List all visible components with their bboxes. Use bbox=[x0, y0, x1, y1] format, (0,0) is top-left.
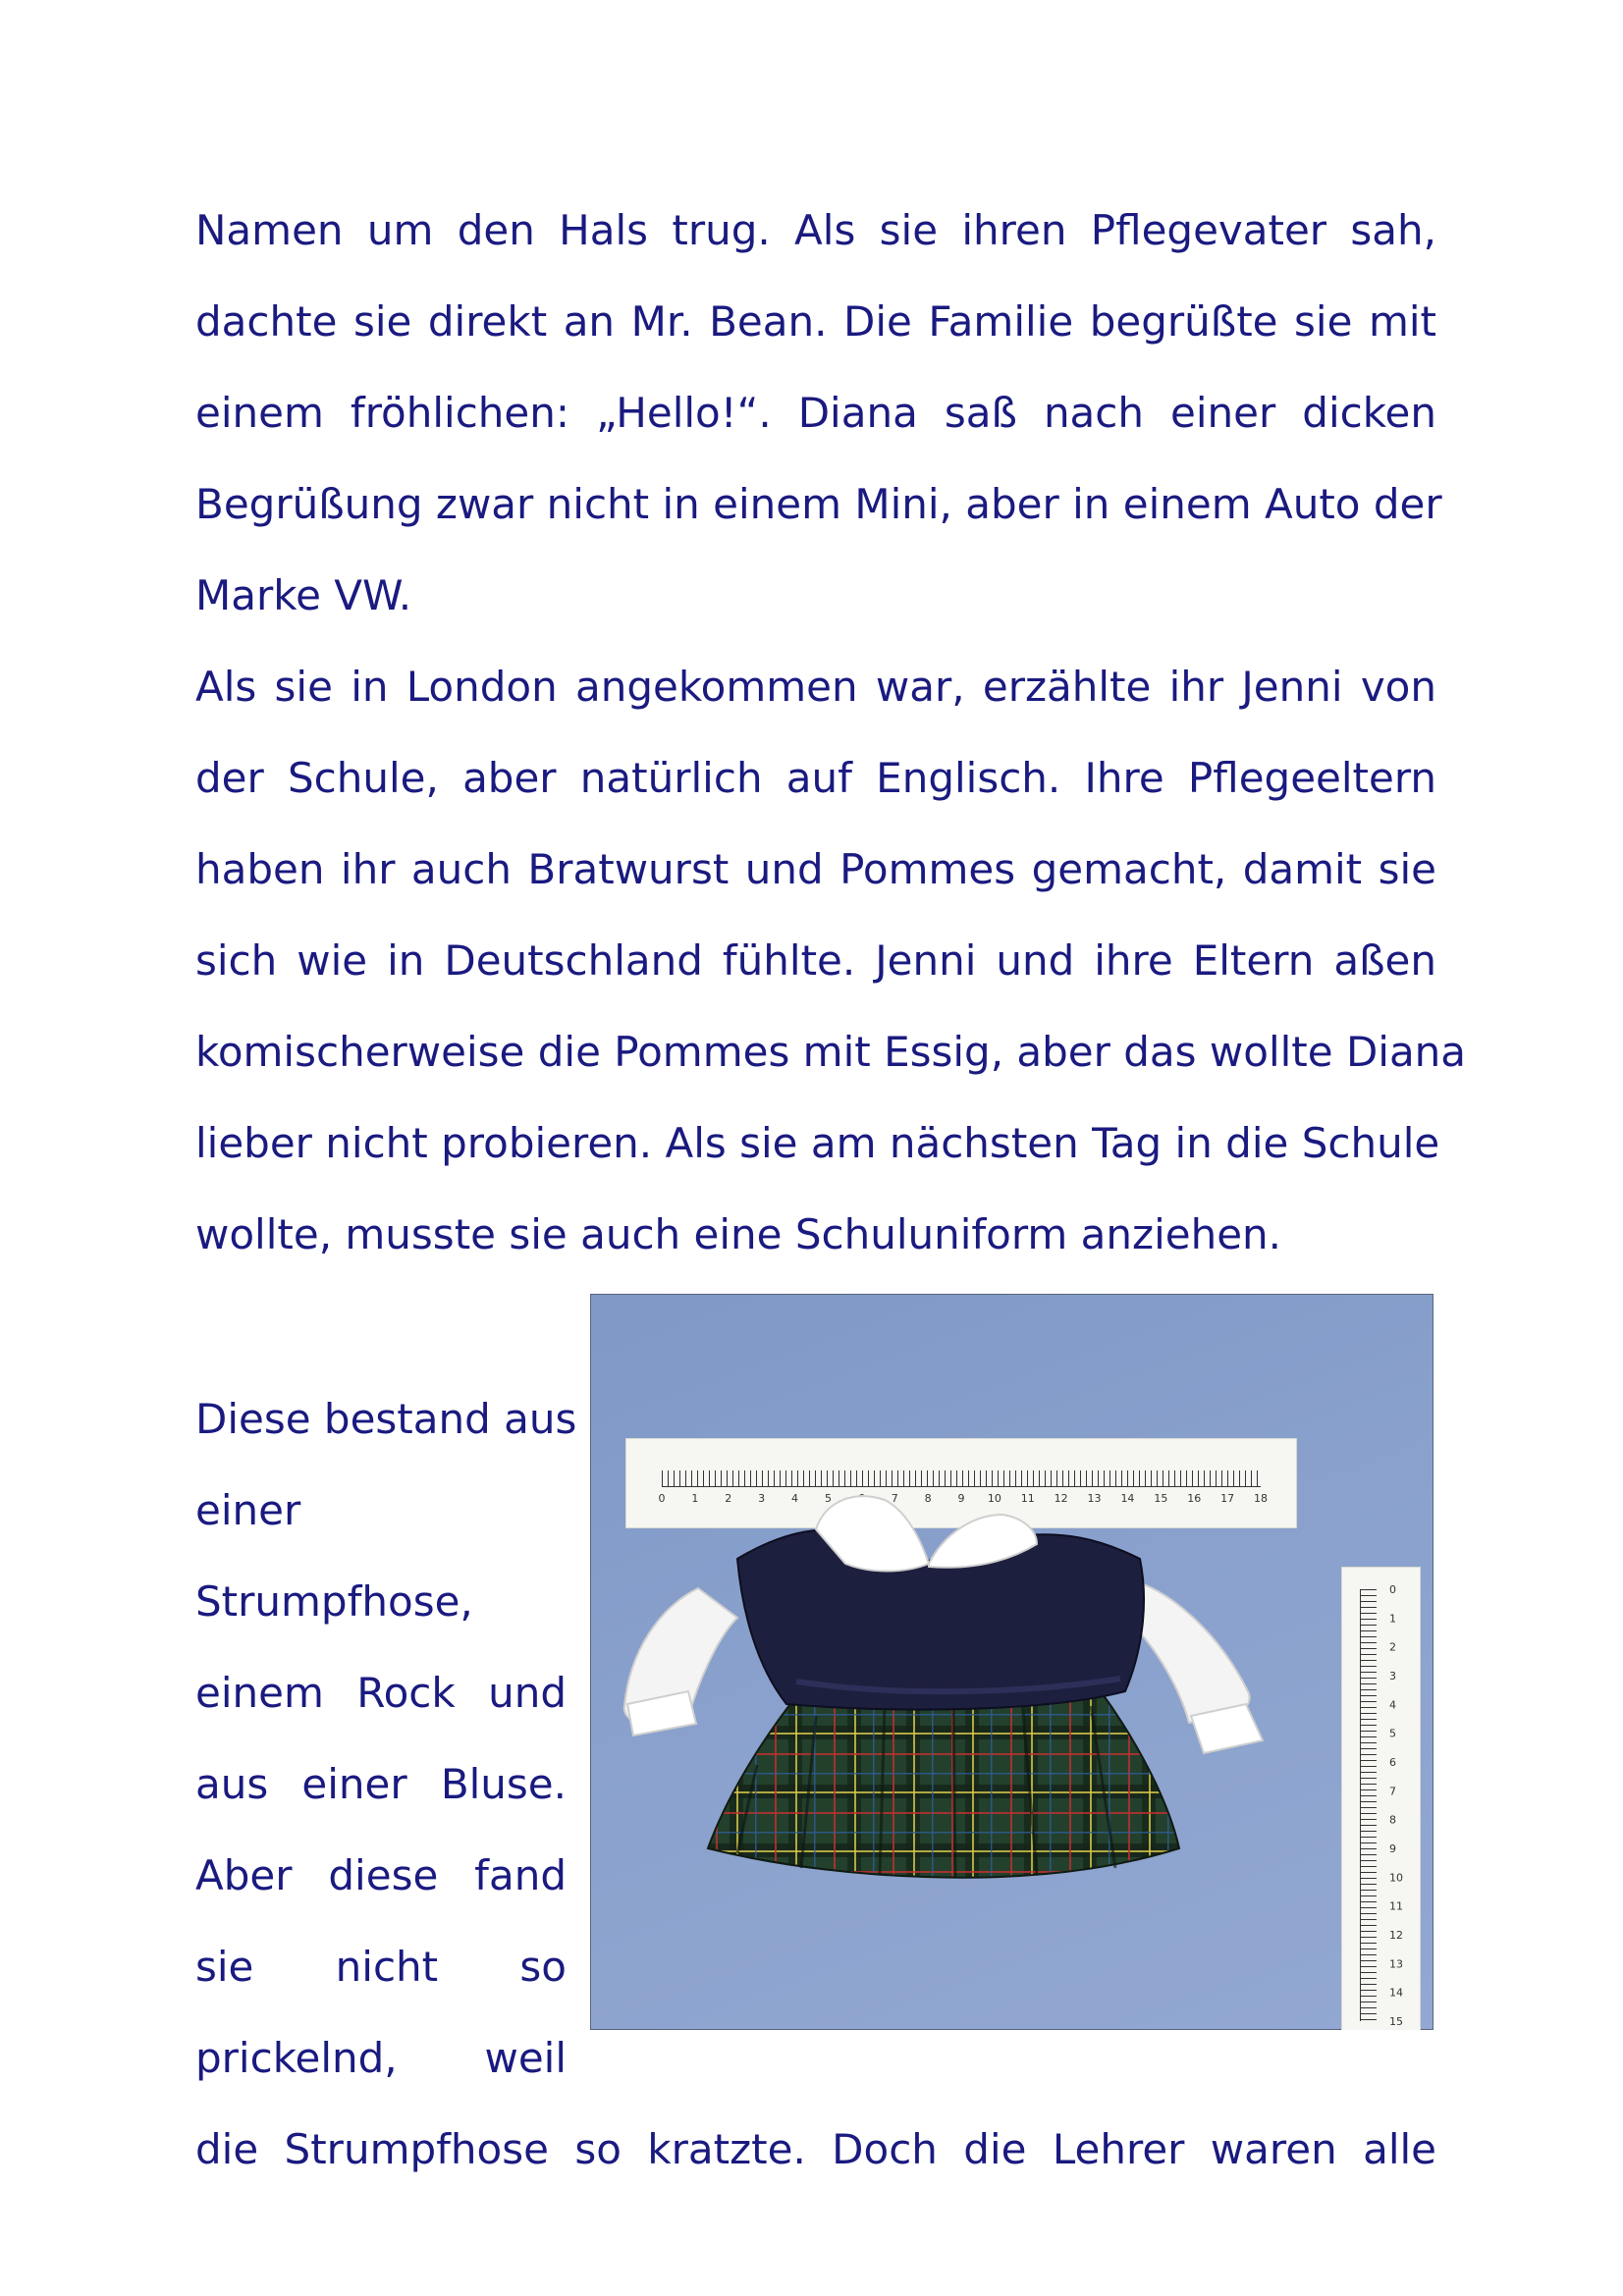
ruler-number: 1 bbox=[1389, 1612, 1396, 1626]
ruler-number: 17 bbox=[1220, 1492, 1235, 1505]
text-line: die Strumpfhose so kratzte. Doch die Lehrer waren alle bbox=[195, 2125, 1436, 2173]
wrapped-text-line: Strumpfhose, bbox=[195, 1577, 473, 1626]
ruler-number: 3 bbox=[1389, 1670, 1396, 1682]
text-line: haben ihr auch Bratwurst und Pommes gemacht, damit sie bbox=[195, 845, 1436, 893]
tartan-skirt bbox=[708, 1691, 1179, 1878]
text-line: komischerweise die Pommes mit Essig, aber das wollte Diana bbox=[195, 1028, 1467, 1076]
ruler-number: 13 bbox=[1389, 1957, 1403, 1971]
ruler-number: 18 bbox=[1254, 1492, 1268, 1505]
text-line: Begrüßung zwar nicht in einem Mini, aber in einem Auto der bbox=[195, 480, 1442, 528]
ruler-number: 14 bbox=[1389, 1986, 1403, 2000]
text-line: Namen um den Hals trug. Als sie ihren Pflegevater sah, bbox=[195, 206, 1436, 254]
ruler-number: 0 bbox=[658, 1492, 666, 1505]
ruler-number: 8 bbox=[924, 1492, 932, 1505]
wrapped-text-line: einer bbox=[195, 1486, 301, 1534]
text-line: dachte sie direkt an Mr. Bean. Die Familie begrüßte sie mit bbox=[195, 297, 1436, 346]
ruler-number: 12 bbox=[1054, 1492, 1068, 1505]
wrapped-text-line: prickelnd, weil bbox=[195, 2034, 567, 2082]
ruler-number: 10 bbox=[987, 1492, 1001, 1505]
ruler-number: 7 bbox=[891, 1492, 898, 1505]
ruler-number: 5 bbox=[824, 1492, 832, 1505]
ruler-number: 1 bbox=[691, 1492, 699, 1505]
text-line: sich wie in Deutschland fühlte. Jenni und ihre Eltern aßen bbox=[195, 936, 1436, 985]
text-line: einem fröhlichen: „Hello!“. Diana saß nach einer dicken bbox=[195, 389, 1436, 437]
wrapped-text-line: Diese bestand aus bbox=[195, 1395, 577, 1443]
wrapped-text-line: einem Rock und bbox=[195, 1669, 567, 1717]
ruler-number: 9 bbox=[957, 1492, 965, 1505]
wrapped-text-line: Aber diese fand bbox=[195, 1851, 567, 1899]
ruler-number: 2 bbox=[725, 1492, 732, 1505]
ruler-number: 0 bbox=[1389, 1583, 1396, 1596]
ruler-number: 3 bbox=[758, 1492, 766, 1505]
text-line: Als sie in London angekommen war, erzählte ihr Jenni von bbox=[195, 663, 1436, 711]
ruler-number: 12 bbox=[1389, 1929, 1403, 1942]
ruler-number: 11 bbox=[1389, 1899, 1403, 1913]
text-line: der Schule, aber natürlich auf Englisch. Ihre Pflegeeltern bbox=[195, 754, 1436, 802]
ruler-number: 2 bbox=[1389, 1640, 1396, 1654]
ruler-number: 4 bbox=[1389, 1698, 1396, 1712]
ruler-number: 14 bbox=[1120, 1492, 1135, 1505]
ruler-number: 15 bbox=[1389, 2015, 1403, 2028]
ruler-number: 6 bbox=[1389, 1756, 1396, 1769]
ruler-number: 16 bbox=[1187, 1492, 1202, 1505]
text-line: lieber nicht probieren. Als sie am nächsten Tag in die Schule bbox=[195, 1119, 1440, 1167]
wrapped-text-line: aus einer Bluse. bbox=[195, 1760, 567, 1808]
wrapped-text-line: sie nicht so bbox=[195, 1943, 567, 1991]
text-line: wollte, musste sie auch eine Schuluniform anziehen. bbox=[195, 1210, 1282, 1258]
ruler-number: 13 bbox=[1087, 1492, 1102, 1505]
ruler-number: 10 bbox=[1389, 1871, 1403, 1885]
ruler-number: 15 bbox=[1154, 1492, 1168, 1505]
ruler-number: 8 bbox=[1389, 1813, 1396, 1827]
ruler-number: 5 bbox=[1389, 1727, 1396, 1740]
school-uniform-photo bbox=[590, 1294, 1434, 2030]
text-line: Marke VW. bbox=[195, 571, 412, 619]
ruler-number: 9 bbox=[1389, 1842, 1396, 1855]
ruler-number: 11 bbox=[1020, 1492, 1035, 1505]
ruler-number: 4 bbox=[791, 1492, 799, 1505]
uniform-illustration bbox=[590, 1294, 1434, 2030]
ruler-number: 7 bbox=[1389, 1785, 1396, 1798]
